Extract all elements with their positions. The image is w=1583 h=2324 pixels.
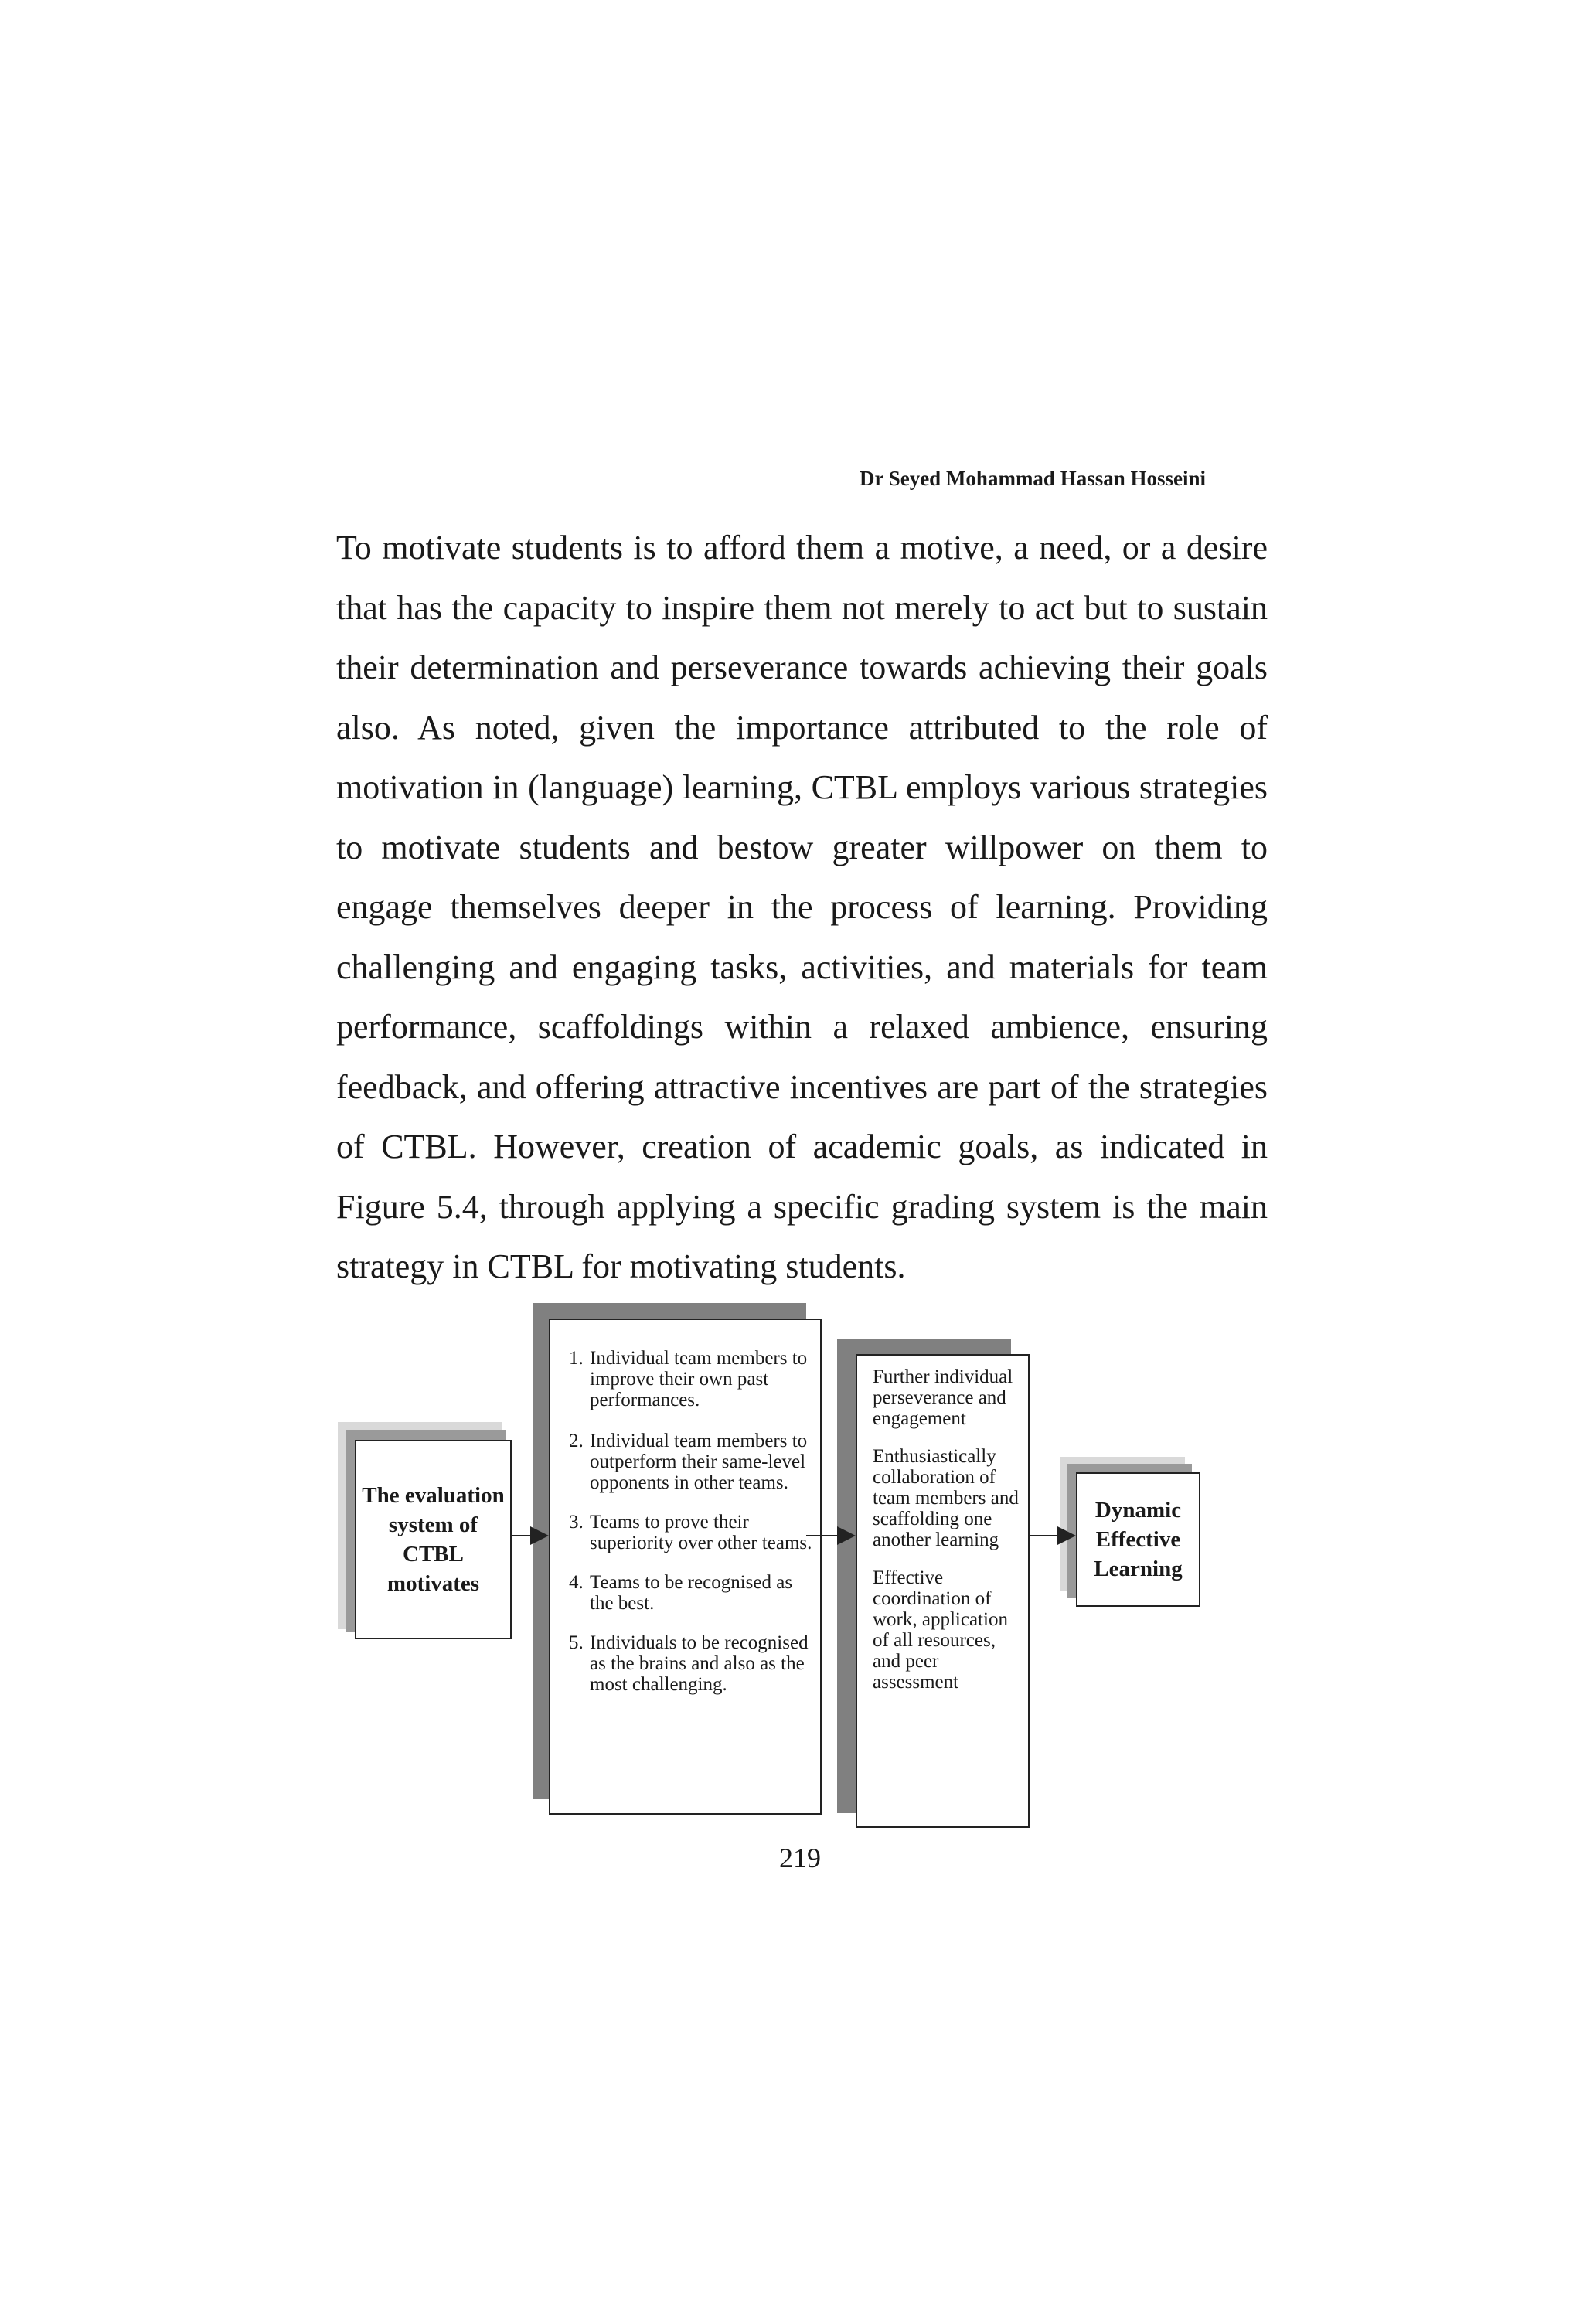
outcome-group: Enthusiastically collaboration of team members and scaffolding one another learning bbox=[873, 1446, 1019, 1550]
dynamic-learning-text: Dynamic Effective Learning bbox=[1094, 1498, 1183, 1581]
outcome-group: Further individual perseverance and engagement bbox=[873, 1366, 1013, 1429]
goal-item: 2. Individual team members to outperform their same-level opponents in other teams. bbox=[569, 1431, 808, 1493]
goal-item: 4. Teams to be recognised as the best. bbox=[569, 1572, 793, 1614]
outcome-group: Effective coordination of work, application of all resources, and peer assessment bbox=[873, 1567, 1008, 1693]
page-number: 219 bbox=[779, 1843, 821, 1873]
running-head: Dr Seyed Mohammad Hassan Hosseini bbox=[859, 467, 1206, 490]
goal-item: 3. Teams to prove their superiority over other teams. bbox=[569, 1512, 812, 1553]
evaluation-system-text: The evaluation system of CTBL motivates bbox=[362, 1483, 505, 1596]
goal-item: 1. Individual team members to improve their own past performances. bbox=[569, 1348, 808, 1410]
body-paragraph: To motivate students is to afford them a motive, a need, or a desire that has the capacity to inspire them not merely to act but to sustain their determination and perseverance towards achieving their goals also. As noted, given the importance attributed to the role of motivation in (language) learning, CTBL employs various strategies to motivate students and bestow greater willpower on them to engage themselves deeper in the process of learning. Providing challenging and engaging tasks, activities, and materials for team performance, scaffoldings within a relaxed ambience, ensuring feedback, and offering attractive incentives are part of the strategies of CTBL. However, creation of academic goals, as indicated in Figure 5.4, through applying a specific grading system is the main strategy in CTBL for motivating students. bbox=[336, 529, 1268, 1285]
goal-item: 5. Individuals to be recognised as the brains and also as the most challenging. bbox=[569, 1632, 809, 1695]
